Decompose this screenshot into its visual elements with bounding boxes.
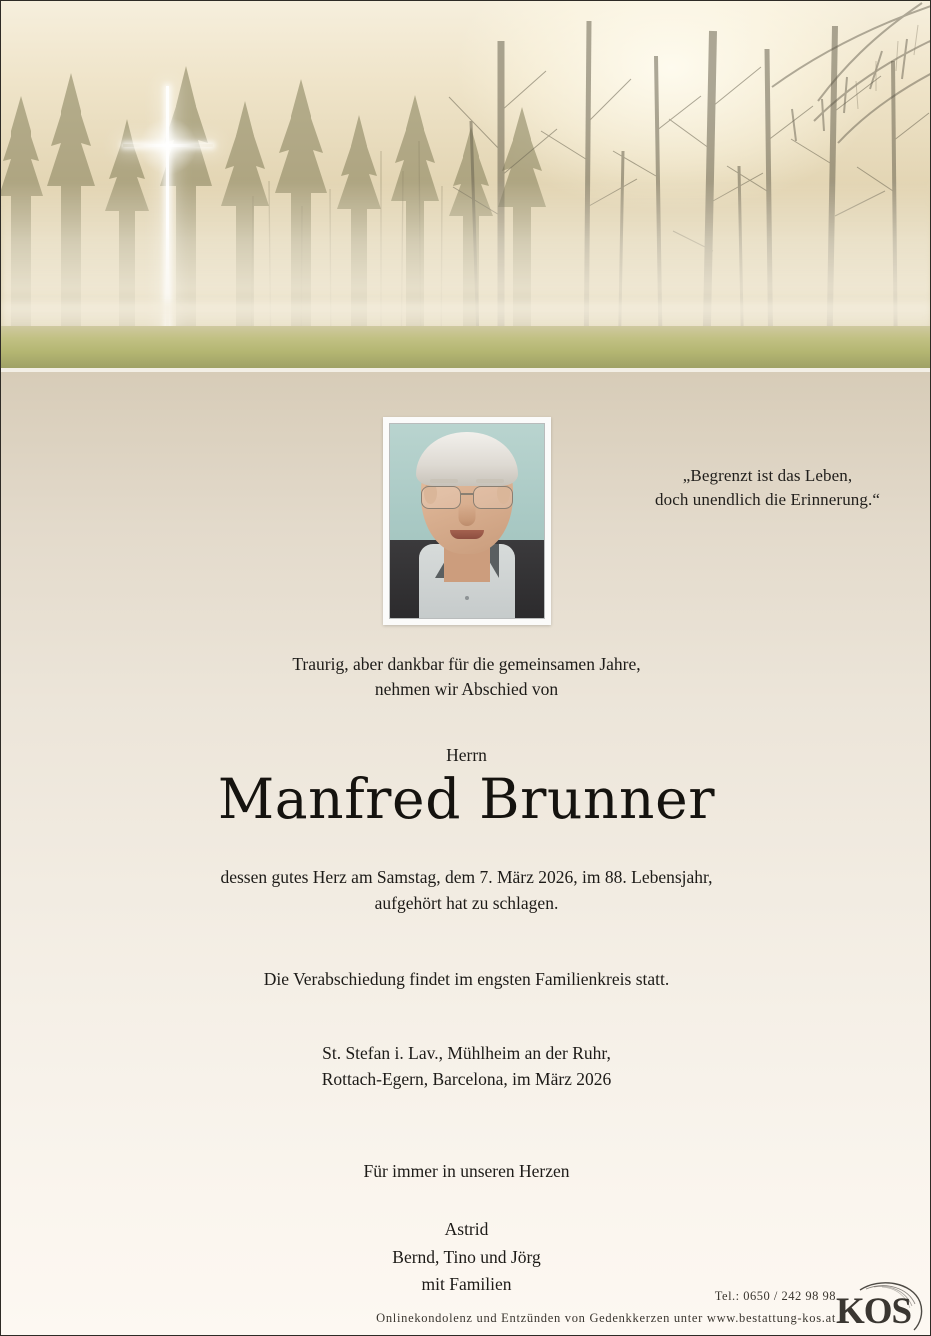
mouth — [450, 530, 484, 539]
portrait-frame — [383, 417, 551, 625]
survivor-line-1: Astrid — [444, 1218, 489, 1239]
lead-line-1: Traurig, aber dankbar für die gemeinsamen Jahre, — [292, 654, 641, 674]
glasses-lens-left — [421, 486, 461, 509]
obituary-text — [1, 652, 931, 1299]
quote-line-2: doch unendlich die Erinnerung.“ — [655, 490, 880, 510]
places-line-1: St. Stefan i. Lav., Mühlheim an der Ruhr, — [322, 1042, 611, 1063]
remembrance-line: Für immer in unseren Herzen — [363, 1160, 570, 1181]
lead-text — [1, 652, 931, 703]
survivor-line-3: mit Familien — [421, 1274, 512, 1295]
passing-line-2: aufgehört hat zu schlagen. — [374, 893, 559, 914]
places-line-2: Rottach-Egern, Barcelona, im März 2026 — [321, 1069, 612, 1090]
meadow-ground — [1, 326, 931, 372]
telephone-text: Tel.: 0650 / 242 98 98 — [714, 1289, 836, 1303]
farewell-note: Die Verabschiedung findet im engsten Familienkreis statt. — [263, 968, 670, 989]
hair — [416, 432, 518, 486]
avatar — [389, 423, 545, 619]
nose — [458, 504, 475, 526]
eyebrow-left — [430, 479, 458, 483]
header-forest-image — [1, 1, 931, 372]
salutation: Herrn — [446, 744, 487, 765]
eyebrow-right — [476, 479, 504, 483]
footer — [1, 1274, 931, 1336]
quote-line-1: „Begrenzt ist das Leben, — [682, 466, 853, 485]
logo-label: KOS — [836, 1291, 912, 1332]
glasses-bridge — [460, 493, 474, 495]
condolence-text[interactable]: Onlinekondolenz und Entzünden von Gedenkkerzen unter www.bestattung-kos.at — [376, 1311, 836, 1325]
passing-text — [1, 864, 931, 917]
lead-line-2: nehmen wir Abschied von — [374, 679, 559, 700]
glasses-lens-right — [473, 486, 513, 509]
card-body — [1, 372, 931, 1336]
page-title: Manfred Brunner — [217, 766, 716, 831]
passing-line-1: dessen gutes Herz am Samstag, dem 7. März 2026, im 88. Lebensjahr, — [220, 866, 713, 887]
memorial-quote — [655, 464, 880, 512]
survivor-line-2: Bernd, Tino und Jörg — [392, 1246, 541, 1267]
kos-logo[interactable] — [836, 1280, 924, 1332]
shirt-button — [465, 596, 469, 600]
places-and-date — [1, 1040, 931, 1093]
